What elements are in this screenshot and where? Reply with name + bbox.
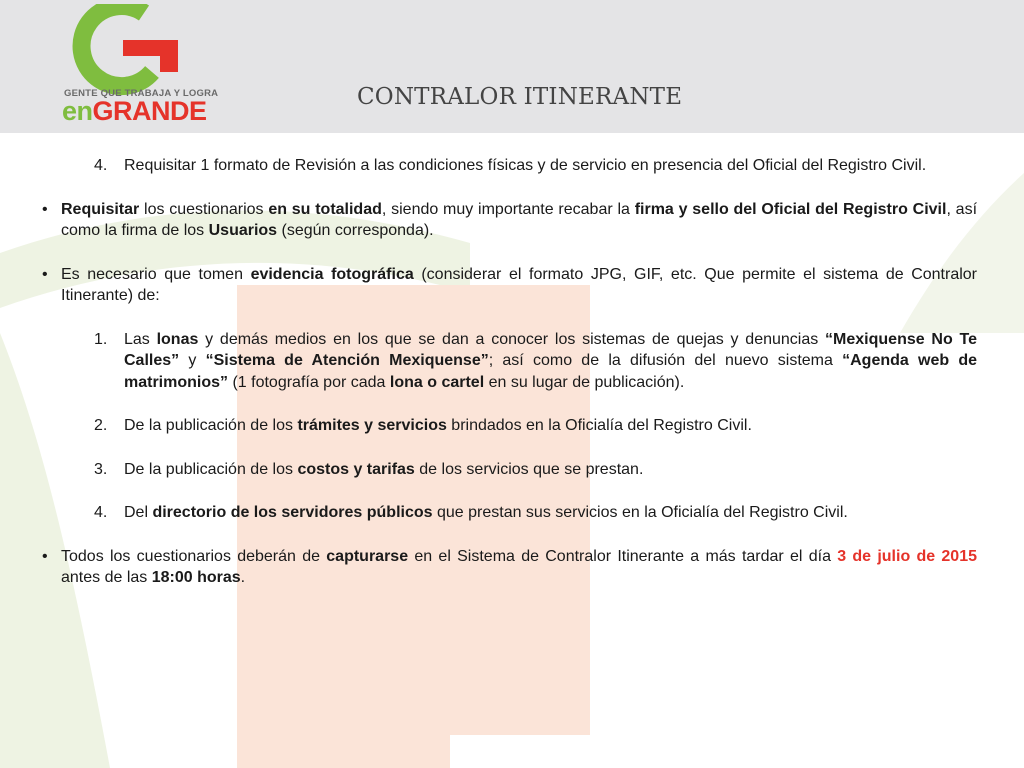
deadline-date: 3 de julio de 2015	[837, 547, 978, 565]
list-marker: 3.	[94, 460, 108, 478]
bullet-marker: •	[42, 200, 48, 218]
list-item-directorio: 4. Del directorio de los servidores públicos que prestan sus servicios en la Oficialía del Registro Civil.	[40, 502, 977, 524]
list-marker: 2.	[94, 417, 108, 434]
list-item-tramites: 2. De la publicación de los trámites y servicios brindados en la Oficialía del Registro Civil.	[40, 415, 977, 437]
list-marker: 4.	[94, 157, 108, 174]
logo-tagline: GENTE QUE TRABAJA Y LOGRA	[64, 88, 219, 99]
logo	[56, 4, 219, 128]
list-marker: 4.	[94, 504, 108, 521]
logo-wordmark-en: en	[62, 96, 93, 126]
list-item-lonas: 1. Las lonas y demás medios en los que se dan a conocer los sistemas de quejas y denuncias “Mexiquense No Te Calles” y “Sistema de Atención Mexiquense”; así como de la difusión del nuevo sistema “Agenda web de matrimonios” (1 fotografía por cada lona o cartel en su lugar de publicación).	[94, 330, 978, 391]
list-item-costos: 3. De la publicación de los costos y tarifas de los servicios que se prestan.	[40, 459, 977, 481]
list-item-form-review: 4. Requisitar 1 formato de Revisión a las condiciones físicas y de servicio en presencia del Oficial del Registro Civil.	[40, 155, 977, 177]
main-content	[40, 155, 977, 611]
logo-wordmark	[62, 98, 207, 125]
list-marker: 1.	[94, 330, 108, 348]
bullet-photo-evidence: • Es necesario que tomen evidencia fotográfica (considerar el formato JPG, GIF, etc. Que permite el sistema de Contralor Itinerante) de:	[42, 265, 978, 304]
bullet-marker: •	[42, 547, 48, 565]
bullet-deadline: • Todos los cuestionarios deberán de capturarse en el Sistema de Contralor Itinerante a más tardar el día 3 de julio de 2015 antes de las 18:00 horas.	[42, 547, 978, 586]
page-title: CONTRALOR ITINERANTE	[357, 84, 683, 110]
deadline-time: 18:00 horas	[151, 569, 241, 586]
bullet-marker: •	[42, 265, 48, 283]
bullet-questionnaires: • Requisitar los cuestionarios en su totalidad, siendo muy importante recabar la firma y sello del Oficial del Registro Civil, así como la firma de los Usuarios (según corresponda).	[42, 200, 978, 239]
logo-wordmark-grande: GRANDE	[92, 96, 207, 126]
background-peach-tab	[237, 731, 450, 768]
header-bar	[0, 0, 1024, 133]
